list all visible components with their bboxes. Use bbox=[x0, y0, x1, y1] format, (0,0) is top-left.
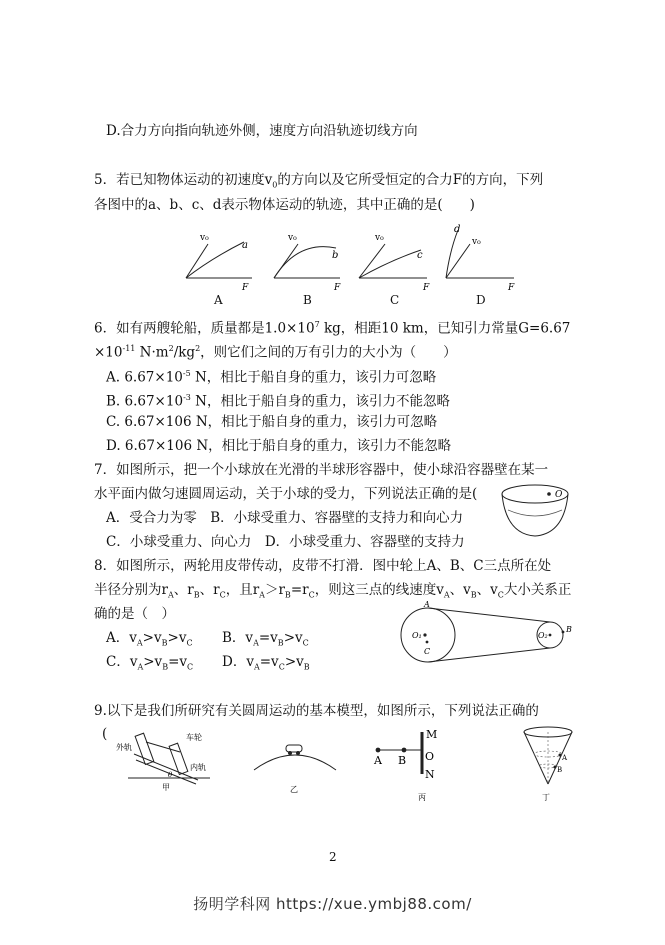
q7-line2: 水平面内做匀速圆周运动，关于小球的受力，下列说法正确的是( bbox=[94, 486, 478, 502]
svg-text:F: F bbox=[508, 283, 515, 293]
svg-text:a: a bbox=[242, 240, 248, 251]
svg-text:丁: 丁 bbox=[542, 793, 550, 802]
svg-text:内轨: 内轨 bbox=[190, 763, 206, 772]
svg-text:v₀: v₀ bbox=[472, 237, 481, 247]
svg-text:甲: 甲 bbox=[162, 783, 170, 792]
q6-option-b: B. $6.67\times 10^{-3}$ N，相比于船自身的重力，该引力不能忽略 bbox=[106, 393, 450, 410]
svg-text:θ: θ bbox=[168, 771, 173, 779]
q9-figure-bing bbox=[366, 726, 446, 804]
q6-line2: $\times 10^{-11}$ $N\cdot m^2/kg^2$，则它们之间的万有引力的大小为（ ） bbox=[94, 344, 457, 361]
q9-line1: 9.以下是我们所研究有关圆周运动的基本模型，如图所示，下列说法正确的 bbox=[94, 703, 539, 719]
svg-text:c: c bbox=[417, 250, 423, 261]
q6-option-c: C. 6.67×106 N，相比于船自身的重力，该引力可忽略 bbox=[106, 414, 438, 430]
q7-line1: 7．如图所示，把一个小球放在光滑的半球形容器中，使小球沿容器壁在某一 bbox=[94, 462, 549, 478]
svg-text:F: F bbox=[423, 283, 430, 293]
svg-text:丙: 丙 bbox=[418, 793, 426, 802]
svg-text:M: M bbox=[426, 728, 438, 741]
q5-line1: 5．若已知物体运动的初速度$v_0$的方向以及它所受恒定的合力F的方向，下列 bbox=[94, 172, 544, 190]
q8-option-d: D．$v_A=v_C>v_B$ bbox=[222, 654, 310, 672]
q9-figure-ding bbox=[520, 724, 580, 804]
svg-text:b: b bbox=[332, 250, 339, 261]
svg-text:A: A bbox=[374, 754, 382, 767]
svg-text:v₀: v₀ bbox=[200, 233, 209, 243]
q7-options-ab: A．受合力为零 B．小球受重力、容器壁的支持力和向心力 bbox=[106, 510, 464, 526]
svg-text:d: d bbox=[454, 224, 461, 235]
q5-caption-d: D bbox=[476, 293, 486, 307]
svg-text:B: B bbox=[566, 625, 572, 634]
q9-figure-yi bbox=[250, 736, 340, 794]
svg-text:乙: 乙 bbox=[290, 785, 298, 794]
svg-text:B: B bbox=[557, 766, 563, 774]
footer-watermark: 扬明学科网 https://xue.ymbj88.com/ bbox=[193, 895, 472, 913]
q5-caption-b: B bbox=[303, 293, 312, 307]
q6-option-d: D. 6.67×106 N，相比于船自身的重力，该引力不能忽略 bbox=[106, 438, 452, 454]
q7-hemisphere-figure bbox=[500, 482, 570, 538]
svg-text:v₀: v₀ bbox=[288, 233, 297, 243]
svg-text:A: A bbox=[562, 754, 568, 762]
q4-option-d: D.合力方向指向轨迹外侧，速度方向沿轨迹切线方向 bbox=[106, 123, 418, 139]
q8-option-b: B．$v_A=v_B>v_C$ bbox=[222, 630, 309, 648]
q9-line2: ( bbox=[102, 726, 108, 742]
q5-line2: 各图中的a、b、c、d表示物体运动的轨迹，其中正确的是( ) bbox=[94, 197, 475, 213]
q8-line2: 半径分别为$r_A$、$r_B$、$r_C$，且$r_A>r_B=r_C$，则这三点的线速度$v_A$、$v_B$、$v_C$大小关系正 bbox=[94, 582, 572, 600]
q5-figure-a bbox=[182, 228, 257, 293]
q5-figure-c bbox=[355, 228, 435, 293]
page-number: 2 bbox=[329, 850, 337, 864]
svg-text:O: O bbox=[425, 750, 435, 763]
q6-option-a: A. $6.67\times 10^{-5}$ N，相比于船自身的重力，该引力可忽略 bbox=[106, 369, 437, 386]
svg-text:F: F bbox=[242, 283, 249, 293]
q8-option-c: C．$v_A>v_B=v_C$ bbox=[106, 654, 194, 672]
svg-text:B: B bbox=[398, 754, 407, 767]
q5-caption-a: A bbox=[214, 293, 223, 307]
q8-line3: 确的是（ ） bbox=[94, 606, 175, 622]
svg-text:F: F bbox=[334, 283, 341, 293]
q5-caption-c: C bbox=[390, 293, 400, 307]
q5-figure-b bbox=[270, 228, 350, 293]
q8-option-a: A．$v_A>v_B>v_C$ bbox=[106, 630, 193, 648]
q5-figure-d bbox=[442, 224, 522, 293]
q6-line1: 6．如有两艘轮船，质量都是$1.0\times 10^7$ kg，相距10 km，已知引力常量G=6.67 bbox=[94, 320, 571, 337]
q9-figure-jia bbox=[110, 730, 220, 792]
q8-belt-figure bbox=[398, 600, 573, 666]
svg-text:外轨: 外轨 bbox=[116, 743, 132, 752]
svg-text:N: N bbox=[425, 768, 435, 781]
q8-line1: 8．如图所示，两轮用皮带传动，皮带不打滑．图中轮上A、B、C三点所在处 bbox=[94, 558, 552, 574]
svg-text:车轮: 车轮 bbox=[186, 733, 202, 742]
svg-text:v₀: v₀ bbox=[375, 233, 384, 243]
svg-text:A: A bbox=[424, 600, 430, 609]
q7-options-cd: C．小球受重力、向心力 D．小球受重力、容器壁的支持力 bbox=[106, 534, 465, 550]
svg-text:C: C bbox=[424, 647, 431, 656]
svg-text:O₁: O₁ bbox=[412, 631, 422, 640]
svg-text:O: O bbox=[555, 490, 563, 500]
svg-text:O₂: O₂ bbox=[538, 631, 548, 640]
